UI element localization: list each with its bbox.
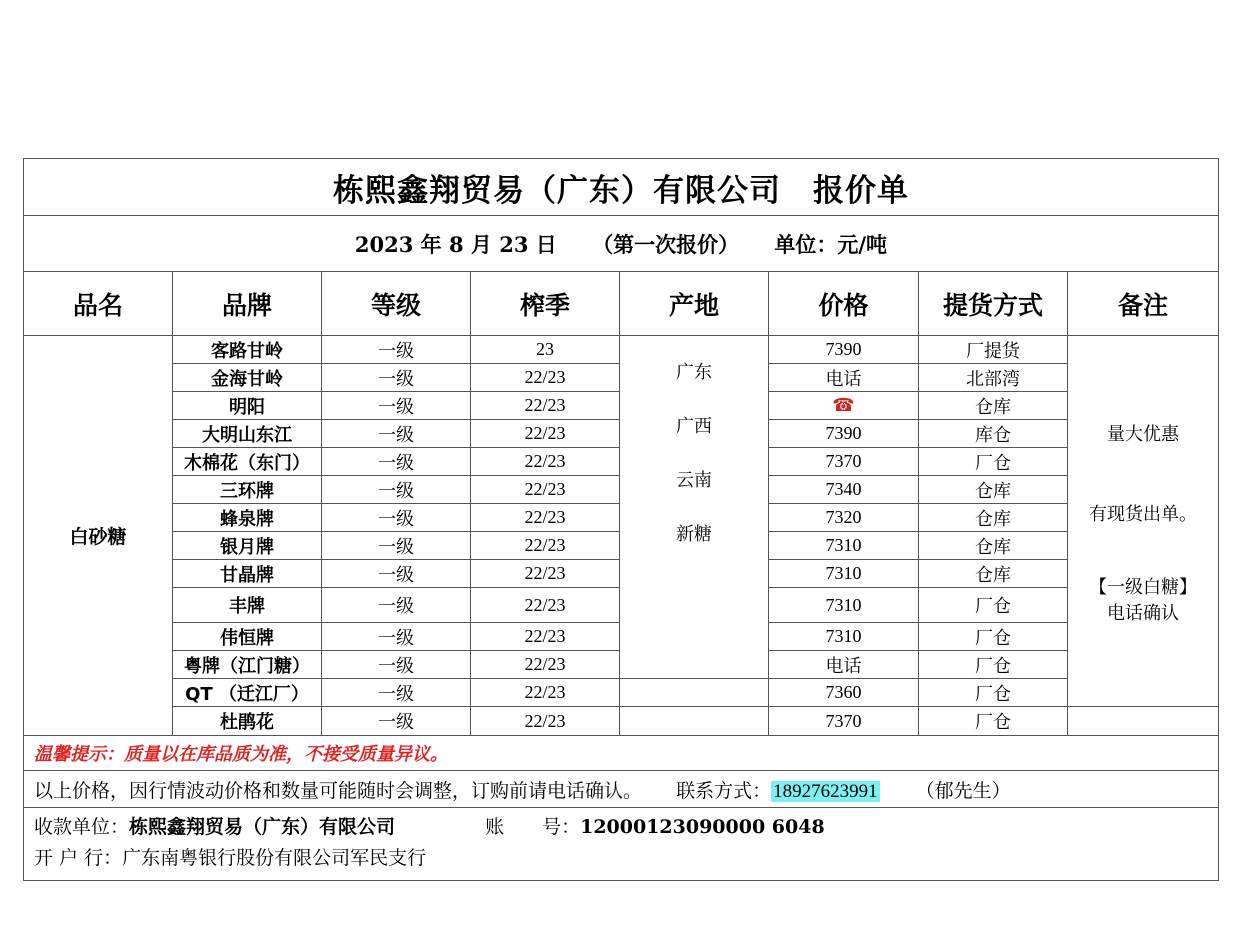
grade-cell: 一级 xyxy=(322,679,471,707)
grade-cell: 一级 xyxy=(322,476,471,504)
product-name: 白砂糖 xyxy=(24,336,173,736)
account-label: 账 号： xyxy=(485,816,581,838)
grade-cell: 一级 xyxy=(322,420,471,448)
pickup-cell: 北部湾 xyxy=(919,364,1068,392)
origin-item: 广西 xyxy=(676,416,712,437)
remark-cell xyxy=(1068,336,1219,707)
season-cell: 22/23 xyxy=(471,364,620,392)
season-cell: 22/23 xyxy=(471,560,620,588)
origin-cell xyxy=(620,336,769,679)
season-cell: 22/23 xyxy=(471,504,620,532)
season-cell: 23 xyxy=(471,336,620,364)
season-cell: 22/23 xyxy=(471,679,620,707)
price-cell: 电话 xyxy=(769,651,919,679)
pickup-cell: 厂仓 xyxy=(919,623,1068,651)
bank-label: 开 户 行： xyxy=(34,847,123,869)
payee-name: 栋熙鑫翔贸易（广东）有限公司 xyxy=(129,816,396,838)
price-cell: 7320 xyxy=(769,504,919,532)
column-header: 产地 xyxy=(620,272,769,336)
contact-phone[interactable]: 18927623991 xyxy=(773,780,878,802)
brand-cell: 明阳 xyxy=(173,392,322,420)
brand-cell: 丰牌 xyxy=(173,588,322,623)
payee-label: 收款单位： xyxy=(34,816,130,838)
table-header-row xyxy=(24,272,1219,336)
payment-info xyxy=(24,808,1219,881)
quotation-sheet xyxy=(23,158,1218,878)
price-cell: 7360 xyxy=(769,679,919,707)
pickup-cell: 仓库 xyxy=(919,392,1068,420)
grade-cell: 一级 xyxy=(322,364,471,392)
pickup-cell: 仓库 xyxy=(919,476,1068,504)
price-cell: 7390 xyxy=(769,420,919,448)
grade-cell: 一级 xyxy=(322,448,471,476)
price-notice xyxy=(24,771,1219,808)
season-cell: 22/23 xyxy=(471,651,620,679)
price-cell: 7310 xyxy=(769,560,919,588)
pickup-cell: 仓库 xyxy=(919,532,1068,560)
grade-cell: 一级 xyxy=(322,392,471,420)
pickup-cell: 仓库 xyxy=(919,560,1068,588)
table-row xyxy=(24,679,1219,707)
quote-date: 2023 年 8 月 23 日 xyxy=(354,231,557,257)
quality-warning: 温馨提示：质量以在库品质为准，不接受质量异议。 xyxy=(24,736,1219,771)
season-cell: 22/23 xyxy=(471,448,620,476)
brand-cell: 粤牌（江门糖） xyxy=(173,651,322,679)
quote-round: （第一次报价） xyxy=(592,232,740,257)
price-unit: 单位：元/吨 xyxy=(774,232,888,257)
grade-cell: 一级 xyxy=(322,336,471,364)
grade-cell: 一级 xyxy=(322,532,471,560)
grade-cell: 一级 xyxy=(322,588,471,623)
column-header: 品名 xyxy=(24,272,173,336)
season-cell: 22/23 xyxy=(471,623,620,651)
origin-item: 云南 xyxy=(676,470,712,491)
season-cell: 22/23 xyxy=(471,420,620,448)
origin-item: 广东 xyxy=(676,362,712,383)
price-cell: 7340 xyxy=(769,476,919,504)
pickup-cell: 厂仓 xyxy=(919,707,1068,736)
brand-cell: 金海甘岭 xyxy=(173,364,322,392)
brand-cell: 大明山东江 xyxy=(173,420,322,448)
origin-item: 新糖 xyxy=(676,524,712,545)
brand-cell: 蜂泉牌 xyxy=(173,504,322,532)
table-row xyxy=(24,336,1219,364)
table-body xyxy=(24,336,1219,736)
price-cell: 7310 xyxy=(769,588,919,623)
pickup-cell: 厂仓 xyxy=(919,651,1068,679)
grade-cell: 一级 xyxy=(322,504,471,532)
pickup-cell: 厂提货 xyxy=(919,336,1068,364)
brand-cell: 伟恒牌 xyxy=(173,623,322,651)
remark-item: 有现货出单。 xyxy=(1089,504,1197,525)
column-header: 提货方式 xyxy=(919,272,1068,336)
brand-cell: 银月牌 xyxy=(173,532,322,560)
grade-cell: 一级 xyxy=(322,651,471,679)
brand-cell: 木棉花（东门） xyxy=(173,448,322,476)
column-header: 价格 xyxy=(769,272,919,336)
season-cell: 22/23 xyxy=(471,476,620,504)
brand-cell: QT （迁江厂） xyxy=(173,679,322,707)
sheet-title: 栋熙鑫翔贸易（广东）有限公司 报价单 xyxy=(24,159,1219,216)
origin-cell-empty xyxy=(620,679,769,707)
remark-item: 量大优惠 xyxy=(1107,424,1179,445)
pickup-cell: 厂仓 xyxy=(919,448,1068,476)
column-header: 等级 xyxy=(322,272,471,336)
column-header: 榨季 xyxy=(471,272,620,336)
column-header: 备注 xyxy=(1068,272,1219,336)
bank-name: 广东南粤银行股份有限公司军民支行 xyxy=(122,847,427,869)
pickup-cell: 库仓 xyxy=(919,420,1068,448)
remark-item: 【一级白糖】 xyxy=(1089,577,1197,598)
pickup-cell: 厂仓 xyxy=(919,679,1068,707)
account-number: 12000123090000 6048 xyxy=(580,816,825,838)
column-header: 品牌 xyxy=(173,272,322,336)
telephone-icon: ☎ xyxy=(769,392,919,420)
brand-cell: 客路甘岭 xyxy=(173,336,322,364)
contact-name: （郁先生） xyxy=(915,779,1011,802)
quotation-table xyxy=(23,158,1219,881)
brand-cell: 三环牌 xyxy=(173,476,322,504)
contact-label: 联系方式： xyxy=(676,779,772,802)
brand-cell: 甘晶牌 xyxy=(173,560,322,588)
price-cell: 7390 xyxy=(769,336,919,364)
table-row xyxy=(24,707,1219,736)
season-cell: 22/23 xyxy=(471,392,620,420)
season-cell: 22/23 xyxy=(471,588,620,623)
pickup-cell: 仓库 xyxy=(919,504,1068,532)
season-cell: 22/23 xyxy=(471,707,620,736)
price-cell: 7370 xyxy=(769,448,919,476)
grade-cell: 一级 xyxy=(322,707,471,736)
brand-cell: 杜鹃花 xyxy=(173,707,322,736)
grade-cell: 一级 xyxy=(322,623,471,651)
pickup-cell: 厂仓 xyxy=(919,588,1068,623)
price-cell: 7310 xyxy=(769,532,919,560)
remark-item: 电话确认 xyxy=(1107,603,1179,624)
price-cell: 7370 xyxy=(769,707,919,736)
price-cell: 电话 xyxy=(769,364,919,392)
grade-cell: 一级 xyxy=(322,560,471,588)
sheet-subtitle xyxy=(24,216,1219,272)
origin-cell-empty xyxy=(620,707,769,736)
price-cell: 7310 xyxy=(769,623,919,651)
remark-cell-empty xyxy=(1068,707,1219,736)
price-notice-text: 以上价格，因行情波动价格和数量可能随时会调整，订购前请电话确认。 xyxy=(34,779,643,802)
season-cell: 22/23 xyxy=(471,532,620,560)
